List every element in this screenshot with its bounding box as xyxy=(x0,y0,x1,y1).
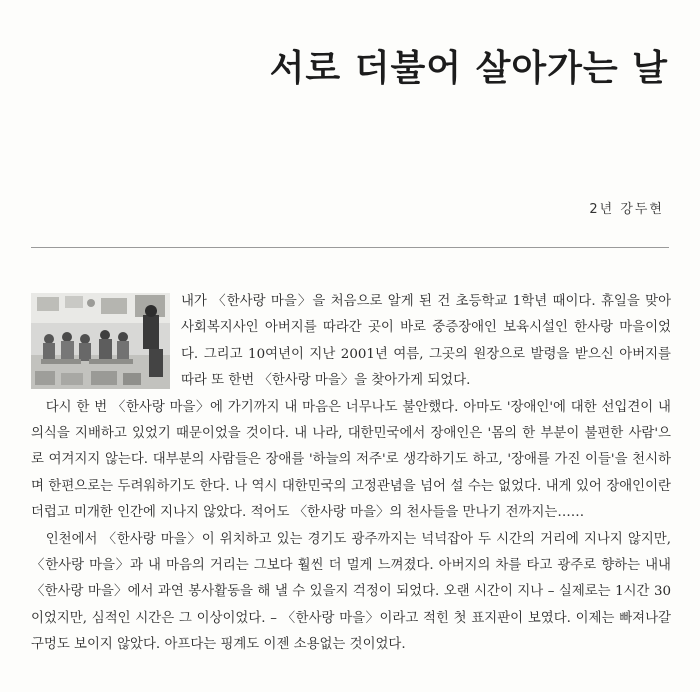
article-title: 서로 더불어 살아가는 날 xyxy=(269,48,668,89)
article-paragraph: 다시 한 번 〈한사랑 마을〉에 가기까지 내 마음은 너무나도 불안했다. 아마도 '장애인'에 대한 선입견이 내 의식을 지배하고 있었기 때문이었을 것이다. 내 나라, 대한민국에서 장애인은 '몸의 한 부분이 불편한 사람'으로 여겨지지 않는다. 대부분의 사람들은 장애를 '하늘의 저주'로 생각하기도 하고, '장애를 가진 이들'을 천시하며 한편으로는 두려워하기도 한다. 나 역시 대한민국의 고정관념을 넘어 설 수는 없었다. 내게 있어 장애인이란 더럽고 미개한 인간에 지나지 않았다. 적어도 〈한사랑 마을〉의 천사들을 만나기 전까지는…… xyxy=(31,399,671,521)
article-paragraph: 인천에서 〈한사랑 마을〉이 위치하고 있는 경기도 광주까지는 넉넉잡아 두 시간의 거리에 지나지 않지만, 〈한사랑 마을〉과 내 마음의 거리는 그보다 훨씬 더 멀게 느껴졌다. 아버지의 차를 타고 광주로 향하는 내내 〈한사랑 마을〉에서 과연 봉사활동을 해 낼 수 있을지 걱정이 되었다. 오랜 시간이 지나 – 실제로는 1시간 30이었지만, 심적인 시간은 그 이상이었다. – 〈한사랑 마을〉이라고 적힌 첫 표지판이 보였다. 이제는 빠져나갈 구멍도 보이지 않았다. 아프다는 핑계도 이젠 소용없는 것이었다. xyxy=(31,531,671,653)
photo-spacer xyxy=(31,289,181,393)
divider-line xyxy=(31,247,669,248)
article-paragraph xyxy=(31,289,671,395)
paragraph-text: 내가 〈한사랑 마을〉을 처음으로 알게 된 건 초등학교 1학년 때이다. 휴일을 맞아 사회복지사인 아버지를 따라간 곳이 바로 중증장애인 보육시설인 한사랑 마을이었다. 그리고 10여년이 지난 2001년 여름, 그곳의 원장으로 발령을 받으신 아버지를 따라 또 한번 〈한사랑 마을〉을 찾아가게 되었다. xyxy=(181,294,671,389)
article-author: 2년 강두현 xyxy=(589,202,664,217)
article-body xyxy=(31,289,671,659)
